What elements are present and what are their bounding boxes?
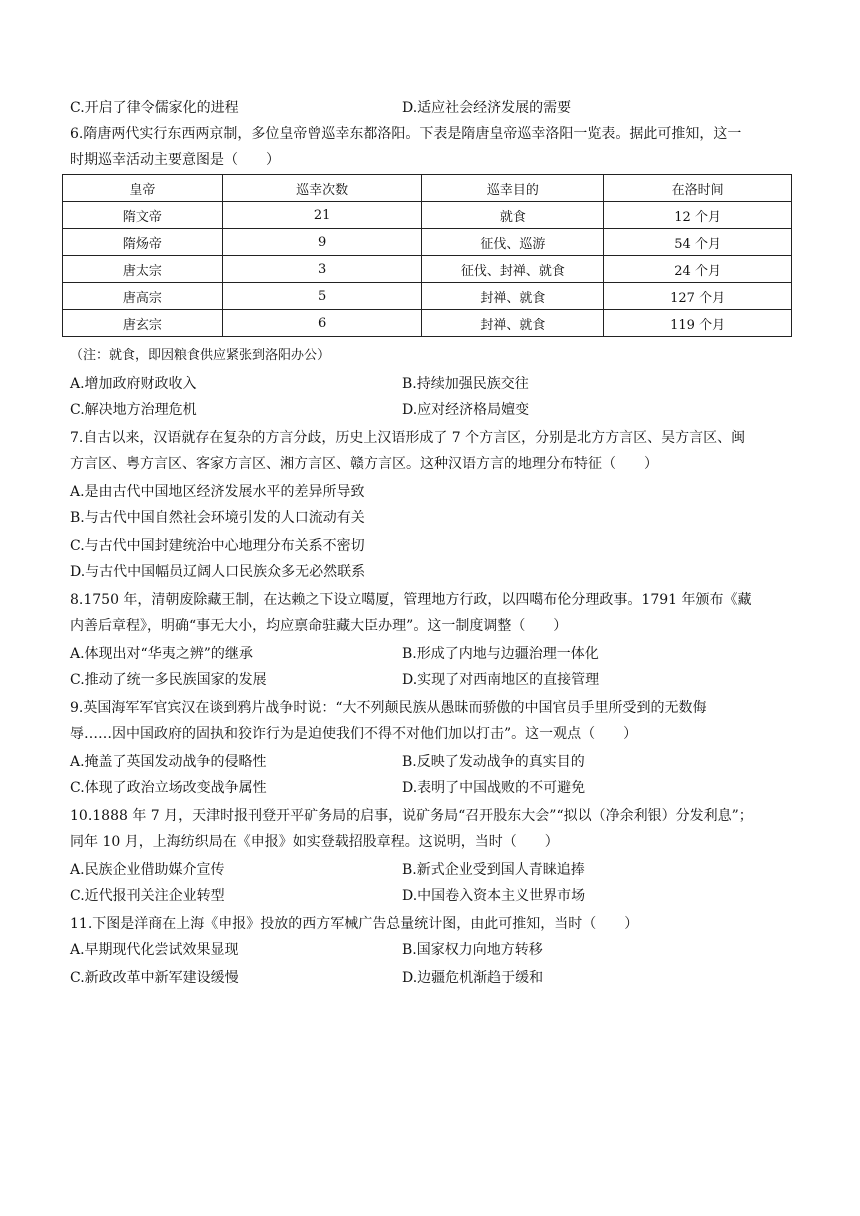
table-header-cell: 巡幸次数	[222, 175, 422, 202]
q9-stem-line1: 9.英国海军军官宾汉在谈到鸦片战争时说：“大不列颠民族从愚昧而骄傲的中国官员手里所受到的无数侮	[70, 700, 707, 716]
q8-stem-line2: 内善后章程》，明确“事无大小，均应禀命驻藏大臣办理”。这一制度调整（ ）	[70, 618, 568, 634]
q11-option-c: C.新政改革中新军建设缓慢	[70, 970, 239, 986]
table-row	[63, 229, 792, 256]
q7-option-a: A.是由古代中国地区经济发展水平的差异所导致	[70, 484, 365, 500]
q8-option-d: D.实现了对西南地区的直接管理	[402, 672, 600, 688]
q10-option-a: A.民族企业借助媒介宣传	[70, 862, 225, 878]
q10-option-d: D.中国卷入资本主义世界市场	[402, 888, 586, 904]
table-cell: 24 个月	[604, 256, 792, 283]
emperor-tour-table	[62, 174, 792, 337]
table-cell: 唐玄宗	[63, 310, 223, 337]
table-cell: 隋炀帝	[63, 229, 223, 256]
q9-option-b: B.反映了发动战争的真实目的	[402, 754, 585, 770]
table-cell: 3	[222, 256, 422, 283]
q6-option-a: A.增加政府财政收入	[70, 376, 197, 392]
table-cell: 唐高宗	[63, 283, 223, 310]
q6-option-b: B.持续加强民族交往	[402, 376, 529, 392]
q7-option-c: C.与古代中国封建统治中心地理分布关系不密切	[70, 538, 365, 554]
table-cell: 119 个月	[604, 310, 792, 337]
table-cell: 唐太宗	[63, 256, 223, 283]
q9-option-c: C.体现了政治立场改变战争属性	[70, 780, 267, 796]
q10-stem-line2: 同年 10 月，上海纺织局在《申报》如实登载招股章程。这说明，当时（ ）	[70, 834, 559, 850]
q8-option-b: B.形成了内地与边疆治理一体化	[402, 646, 599, 662]
q11-option-b: B.国家权力向地方转移	[402, 942, 543, 958]
table-cell: 12 个月	[604, 202, 792, 229]
table-row	[63, 310, 792, 337]
q10-stem-line1: 10.1888 年 7 月，天津时报刊登开平矿务局的启事，说矿务局“召开股东大会”“拟以（净余利银）分发利息”；	[70, 808, 753, 824]
q5-option-d: D.适应社会经济发展的需要	[402, 100, 572, 116]
q8-option-c: C.推动了统一多民族国家的发展	[70, 672, 267, 688]
q6-option-c: C.解决地方治理危机	[70, 402, 197, 418]
table-header-cell: 皇帝	[63, 175, 223, 202]
q11-option-a: A.早期现代化尝试效果显现	[70, 942, 239, 958]
q8-option-a: A.体现出对“华夷之辨”的继承	[70, 646, 253, 662]
q10-option-c: C.近代报刊关注企业转型	[70, 888, 225, 904]
q7-stem-line2: 方言区、粤方言区、客家方言区、湘方言区、赣方言区。这种汉语方言的地理分布特征（ ）	[70, 456, 658, 472]
table-row	[63, 283, 792, 310]
table-header-cell: 巡幸目的	[422, 175, 604, 202]
table-cell: 54 个月	[604, 229, 792, 256]
q11-stem-line1: 11.下图是洋商在上海《申报》投放的西方军械广告总量统计图，由此可推知，当时（ ）	[70, 916, 639, 932]
table-cell: 封禅、就食	[422, 310, 604, 337]
table-header-row	[63, 175, 792, 202]
table-cell: 隋文帝	[63, 202, 223, 229]
q6-stem-line1: 6.隋唐两代实行东西两京制，多位皇帝曾巡幸东都洛阳。下表是隋唐皇帝巡幸洛阳一览表。据此可推知，这一	[70, 126, 742, 142]
table-note: （注：就食，即因粮食供应紧张到洛阳办公）	[70, 348, 331, 363]
table-cell: 127 个月	[604, 283, 792, 310]
q10-option-b: B.新式企业受到国人青睐追捧	[402, 862, 585, 878]
table-cell: 9	[222, 229, 422, 256]
q8-stem-line1: 8.1750 年，清朝废除藏王制，在达赖之下设立噶厦，管理地方行政，以四噶布伦分理政事。1791 年颁布《藏	[70, 592, 752, 608]
table-cell: 封禅、就食	[422, 283, 604, 310]
table-cell: 征伐、巡游	[422, 229, 604, 256]
table-row	[63, 256, 792, 283]
q7-option-d: D.与古代中国幅员辽阔人口民族众多无必然联系	[70, 564, 366, 580]
q9-option-a: A.掩盖了英国发动战争的侵略性	[70, 754, 267, 770]
q5-option-c: C.开启了律令儒家化的进程	[70, 100, 239, 116]
q9-option-d: D.表明了中国战败的不可避免	[402, 780, 586, 796]
q6-option-d: D.应对经济格局嬗变	[402, 402, 530, 418]
table-cell: 21	[222, 202, 422, 229]
q7-option-b: B.与古代中国自然社会环境引发的人口流动有关	[70, 510, 365, 526]
table-row	[63, 202, 792, 229]
table-cell: 就食	[422, 202, 604, 229]
table-cell: 6	[222, 310, 422, 337]
table-cell: 5	[222, 283, 422, 310]
q6-stem-line2: 时期巡幸活动主要意图是（ ）	[70, 152, 280, 168]
table-cell: 征伐、封禅、就食	[422, 256, 604, 283]
table-header-cell: 在洛时间	[604, 175, 792, 202]
q11-option-d: D.边疆危机渐趋于缓和	[402, 970, 544, 986]
q7-stem-line1: 7.自古以来，汉语就存在复杂的方言分歧，历史上汉语形成了 7 个方言区，分别是北方方言区、吴方言区、闽	[70, 430, 746, 446]
q9-stem-line2: 辱……因中国政府的固执和狡诈行为是迫使我们不得不对他们加以打击”。这一观点（ ）	[70, 726, 638, 742]
